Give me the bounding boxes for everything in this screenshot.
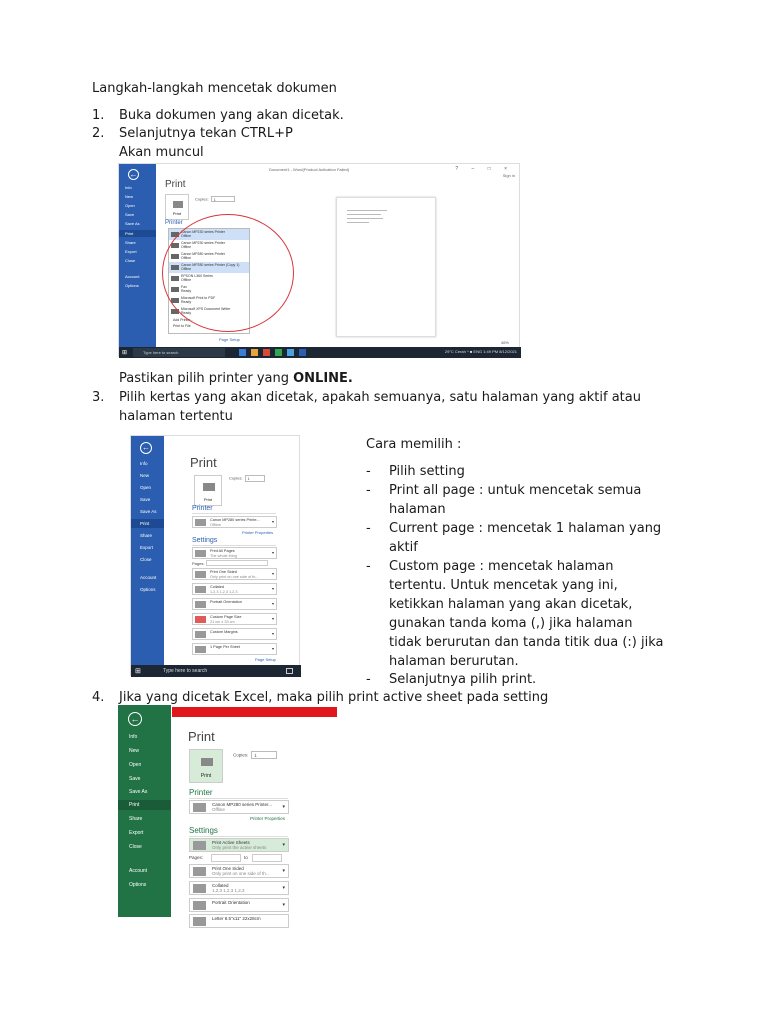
step-3-text: Pilih kertas yang akan dicetak, apakah semuanya, satu halaman yang aktif atau bbox=[119, 390, 641, 405]
chevron-down-icon: ▾ bbox=[271, 519, 274, 524]
portrait-icon bbox=[193, 901, 206, 910]
printer-option-status: Offline bbox=[181, 256, 192, 260]
zoom-level: 46% bbox=[500, 340, 509, 345]
printer-option-status: Offline bbox=[181, 267, 192, 271]
sidebar-item-save-as: Save As bbox=[129, 789, 148, 795]
backstage-sidebar bbox=[118, 705, 171, 917]
setting-sub: 1,2,3 1,2,3 1,2,3 bbox=[210, 589, 238, 594]
printer-option-status: Ready bbox=[181, 300, 192, 304]
copies-label: Copies: bbox=[229, 475, 243, 481]
pages-per-sheet-icon bbox=[195, 646, 206, 653]
settings-label: Settings bbox=[192, 537, 218, 544]
step-2-number: 2. bbox=[92, 126, 105, 141]
sidebar-item-options: Options bbox=[125, 283, 139, 288]
windows-taskbar bbox=[131, 665, 301, 677]
copies-input: 1 bbox=[251, 751, 277, 759]
backstage-sidebar bbox=[119, 164, 156, 347]
printer-label: Printer bbox=[189, 788, 213, 797]
printer-icon bbox=[203, 483, 215, 491]
cara-title: Cara memilih : bbox=[366, 437, 462, 452]
paper-size-dropdown bbox=[192, 613, 277, 625]
copies-label: Copies: bbox=[233, 752, 249, 758]
taskbar-app-icon bbox=[263, 349, 270, 356]
setting-sub: Only print on one side of th... bbox=[210, 574, 259, 579]
windows-taskbar bbox=[119, 347, 521, 358]
cara-item-3-line: Current page : mencetak 1 halaman yang bbox=[389, 521, 662, 536]
pages-to-input bbox=[252, 854, 282, 862]
chevron-down-icon: ▾ bbox=[282, 868, 285, 874]
divider bbox=[192, 545, 276, 546]
cara-bullet: - bbox=[366, 483, 371, 498]
pages-input bbox=[206, 560, 268, 566]
sidebar-item-account: Account bbox=[140, 575, 157, 580]
printer-dropdown bbox=[192, 516, 277, 528]
sidebar-item-info: Info bbox=[140, 461, 148, 466]
online-note-prefix: Pastikan pilih printer yang bbox=[119, 371, 294, 386]
printer-status: Offline bbox=[212, 807, 225, 812]
step-3-number: 3. bbox=[92, 390, 105, 405]
printer-label: Printer bbox=[165, 220, 183, 226]
setting-name: Print Active Sheets bbox=[212, 840, 250, 845]
sidebar-item-info: Info bbox=[125, 185, 132, 190]
taskbar-app-icon bbox=[251, 349, 258, 356]
copies-control bbox=[229, 475, 265, 482]
printer-option-name: EPSON L360 Series bbox=[181, 274, 213, 278]
print-button-label: Print bbox=[203, 497, 213, 502]
printer-properties-link: Printer Properties bbox=[242, 530, 274, 535]
print-button bbox=[194, 475, 222, 506]
print-button-label: Print bbox=[172, 211, 182, 216]
sheets-icon bbox=[193, 841, 206, 850]
windows-start-icon: ⊞ bbox=[122, 350, 128, 356]
setting-name: Print All Pages bbox=[210, 549, 235, 553]
printer-option-name: Fax bbox=[181, 285, 187, 289]
back-arrow-icon: ← bbox=[128, 712, 142, 726]
printer-option-status: Offline bbox=[181, 278, 192, 282]
setting-name: Collated bbox=[210, 585, 224, 589]
sidebar-item-save: Save bbox=[125, 212, 135, 217]
pages-label: Pages: bbox=[192, 561, 205, 566]
sidebar-item-print: Print bbox=[125, 231, 134, 236]
chevron-down-icon: ▾ bbox=[271, 550, 274, 555]
preview-text-line bbox=[347, 210, 387, 211]
online-note bbox=[119, 370, 353, 388]
printer-name: Canon MP280 series Printer... bbox=[212, 802, 273, 807]
backstage-sidebar bbox=[131, 436, 164, 665]
one-sided-icon bbox=[195, 571, 206, 578]
red-highlight-bar bbox=[172, 707, 337, 717]
sidebar-item-export: Export bbox=[125, 249, 137, 254]
red-highlight-circle bbox=[162, 214, 294, 332]
setting-name: Collated bbox=[212, 883, 229, 888]
print-what-dropdown bbox=[189, 838, 289, 852]
setting-sub: 21 cm x 33 cm bbox=[210, 619, 235, 624]
sidebar-item-account: Account bbox=[129, 868, 148, 874]
sidebar-item-save: Save bbox=[129, 776, 141, 782]
cara-item-3-line: aktif bbox=[389, 540, 418, 555]
collated-icon bbox=[195, 586, 206, 593]
sidebar-item-close: Close bbox=[125, 258, 136, 263]
cara-item-4-line: ketikkan halaman yang akan dicetak, bbox=[389, 597, 633, 612]
sidebar-item-info: Info bbox=[129, 734, 138, 740]
setting-name: Custom Margins bbox=[210, 630, 238, 634]
preview-text-line bbox=[347, 214, 381, 215]
chevron-down-icon: ▾ bbox=[271, 646, 274, 651]
printer-label: Printer bbox=[192, 505, 213, 512]
printer-option-name: Canon MP280 series Printer (Copy 1) bbox=[181, 263, 240, 267]
step-2-text: Selanjutnya tekan CTRL+P bbox=[119, 126, 293, 141]
print-to-file-option: Print to File bbox=[173, 324, 191, 328]
cara-item-1: Pilih setting bbox=[389, 464, 465, 479]
sidebar-item-print: Print bbox=[140, 521, 150, 526]
window-buttons: ? – □ × bbox=[455, 166, 513, 172]
copies-control bbox=[195, 196, 235, 202]
back-arrow-icon: ← bbox=[142, 443, 150, 452]
sidebar-item-options: Options bbox=[129, 882, 147, 888]
sidebar-item-new: New bbox=[140, 473, 150, 478]
online-note-bold: ONLINE. bbox=[293, 371, 353, 386]
pages-per-sheet-dropdown bbox=[192, 643, 277, 655]
one-sided-icon bbox=[193, 867, 206, 876]
setting-sub: 1,2,3 1,2,3 1,2,3 bbox=[212, 888, 245, 893]
sidebar-item-open: Open bbox=[129, 762, 142, 768]
copies-input: 1 bbox=[245, 475, 265, 482]
collation-dropdown bbox=[189, 881, 289, 895]
cara-item-2-line: Print all page : untuk mencetak semua bbox=[389, 483, 642, 498]
sidebar-item-close: Close bbox=[129, 844, 142, 850]
signin-link: Sign in bbox=[502, 173, 515, 178]
printer-icon bbox=[201, 758, 213, 766]
step-4-number: 4. bbox=[92, 690, 105, 705]
excel-print-screenshot bbox=[118, 705, 290, 921]
chevron-down-icon: ▾ bbox=[282, 885, 285, 891]
copies-control bbox=[233, 751, 277, 759]
page-setup-link: Page Setup bbox=[255, 657, 276, 662]
word-print-screenshot bbox=[118, 163, 520, 357]
sidebar-item-new: New bbox=[125, 194, 134, 199]
taskbar-search: Type here to search bbox=[133, 348, 225, 357]
portrait-icon bbox=[195, 601, 206, 608]
margins-dropdown bbox=[192, 628, 277, 640]
step-2-text-cont: Akan muncul bbox=[119, 145, 204, 160]
cara-bullet: - bbox=[366, 559, 371, 574]
pages-to-label: to bbox=[244, 855, 248, 860]
sidebar-item-new: New bbox=[129, 748, 140, 754]
copies-label: Copies: bbox=[195, 196, 209, 202]
cara-item-4-line: halaman berurutan. bbox=[389, 654, 519, 669]
chevron-down-icon: ▾ bbox=[282, 804, 285, 810]
sidebar-item-share: Share bbox=[129, 816, 143, 822]
cara-bullet: - bbox=[366, 521, 371, 536]
pages-label: Pages: bbox=[189, 855, 204, 860]
setting-name: Portrait Orientation bbox=[212, 900, 250, 905]
divider bbox=[189, 836, 288, 837]
divider bbox=[192, 513, 276, 514]
print-button-label: Print bbox=[200, 773, 212, 779]
printer-icon bbox=[195, 519, 206, 526]
cara-item-4-line: tertentu. Untuk mencetak yang ini, bbox=[389, 578, 618, 593]
printer-option-status: Ready bbox=[181, 289, 192, 293]
cara-bullet: - bbox=[366, 464, 371, 479]
pages-icon bbox=[195, 550, 206, 557]
sidebar-item-open: Open bbox=[125, 203, 135, 208]
setting-name: Print One Sided bbox=[210, 570, 237, 574]
setting-sub: The whole thing bbox=[210, 553, 237, 558]
sidebar-item-export: Export bbox=[129, 830, 144, 836]
back-arrow-icon: ← bbox=[129, 170, 138, 179]
chevron-down-icon: ▾ bbox=[271, 601, 274, 606]
setting-name: Portrait Orientation bbox=[210, 600, 242, 604]
add-printer-link: Add Printer... bbox=[173, 318, 194, 322]
settings-label: Settings bbox=[189, 826, 218, 835]
page-size-icon bbox=[195, 616, 206, 623]
cara-item-5: Selanjutnya pilih print. bbox=[389, 672, 537, 687]
printer-name: Canon MP280 series Printe... bbox=[210, 518, 260, 522]
taskbar-app-icon bbox=[287, 349, 294, 356]
document-heading: Langkah-langkah mencetak dokumen bbox=[92, 81, 337, 96]
sidebar-item-share: Share bbox=[140, 533, 153, 538]
copies-input: 1 bbox=[211, 196, 235, 202]
orientation-dropdown bbox=[189, 898, 289, 912]
print-preview-page bbox=[336, 197, 436, 337]
print-title: Print bbox=[165, 179, 186, 190]
margins-icon bbox=[195, 631, 206, 638]
print-button bbox=[189, 749, 223, 783]
sidebar-item-account: Account bbox=[125, 274, 140, 279]
taskbar-app-icon bbox=[239, 349, 246, 356]
chevron-down-icon: ▾ bbox=[271, 631, 274, 636]
chevron-down-icon: ▾ bbox=[282, 902, 285, 908]
setting-sub: Only print on one side of th... bbox=[212, 871, 270, 876]
page-size-icon bbox=[193, 917, 206, 926]
printer-option-status: Offline bbox=[181, 245, 192, 249]
printer-properties-link: Printer Properties bbox=[250, 816, 286, 821]
taskbar-word-icon bbox=[299, 349, 306, 356]
printer-option-status: Ready bbox=[181, 311, 192, 315]
cara-bullet: - bbox=[366, 672, 371, 687]
printer-option-name: Canon MP280 series Printer bbox=[181, 252, 225, 256]
printer-option-status: Offline bbox=[181, 234, 192, 238]
printer-option-name: Microsoft Print to PDF bbox=[181, 296, 216, 300]
taskbar-search: Type here to search bbox=[151, 666, 261, 676]
paper-size-dropdown bbox=[189, 914, 289, 928]
windows-start-icon: ⊞ bbox=[135, 668, 141, 675]
printer-dropdown bbox=[189, 800, 289, 814]
printer-option-name: Canon MP230 series Printer bbox=[181, 230, 225, 234]
sides-dropdown bbox=[189, 864, 289, 878]
setting-name: Letter 8.5"x11" 22x28cm bbox=[212, 916, 261, 921]
orientation-dropdown bbox=[192, 598, 277, 610]
word-print-settings-screenshot bbox=[130, 435, 300, 676]
preview-text-line bbox=[347, 222, 369, 223]
print-title: Print bbox=[188, 729, 215, 744]
taskview-icon bbox=[286, 668, 293, 674]
setting-name: 1 Page Per Sheet bbox=[210, 645, 240, 649]
printer-status: Offline bbox=[210, 522, 221, 527]
sidebar-item-options: Options bbox=[140, 587, 156, 592]
step-4-text: Jika yang dicetak Excel, maka pilih print active sheet pada setting bbox=[119, 690, 549, 705]
chevron-down-icon: ▾ bbox=[271, 616, 274, 621]
step-1-text: Buka dokumen yang akan dicetak. bbox=[119, 108, 344, 123]
cara-item-4-line: Custom page : mencetak halaman bbox=[389, 559, 614, 574]
sidebar-item-close: Close bbox=[140, 557, 152, 562]
sidebar-selection-highlight bbox=[118, 800, 171, 810]
sidebar-item-save: Save bbox=[140, 497, 151, 502]
sidebar-item-open: Open bbox=[140, 485, 152, 490]
print-title: Print bbox=[190, 455, 217, 470]
cara-item-4-line: gunakan tanda koma (,) jika halaman bbox=[389, 616, 633, 631]
chevron-down-icon: ▾ bbox=[271, 571, 274, 576]
cara-item-2-line: halaman bbox=[389, 502, 446, 517]
chevron-down-icon: ▾ bbox=[282, 842, 285, 848]
preview-text-line bbox=[347, 218, 383, 219]
sidebar-item-save-as: Save As bbox=[125, 221, 140, 226]
collated-icon bbox=[193, 884, 206, 893]
sidebar-item-save-as: Save As bbox=[140, 509, 157, 514]
step-3-text-cont: halaman tertentu bbox=[119, 409, 233, 424]
chevron-down-icon: ▾ bbox=[271, 586, 274, 591]
printer-option-name: Microsoft XPS Document Writer bbox=[181, 307, 231, 311]
printer-icon bbox=[193, 803, 206, 812]
print-button bbox=[165, 194, 189, 220]
setting-name: Print One Sided bbox=[212, 866, 244, 871]
sidebar-item-print: Print bbox=[129, 802, 140, 808]
pages-from-input bbox=[211, 854, 241, 862]
collation-dropdown bbox=[192, 583, 277, 595]
sidebar-item-share: Share bbox=[125, 240, 136, 245]
setting-sub: Only print the active sheets bbox=[212, 845, 267, 850]
divider bbox=[189, 798, 288, 799]
printer-icon bbox=[173, 201, 183, 208]
step-1-number: 1. bbox=[92, 108, 105, 123]
system-tray: 29°C Cerah ^ ■ ENG 1:49 PM 8/12/2021 bbox=[444, 349, 517, 354]
taskbar-app-icon bbox=[275, 349, 282, 356]
page-setup-link: Page Setup bbox=[219, 337, 240, 342]
print-range-dropdown bbox=[192, 547, 277, 559]
setting-name: Custom Page Size bbox=[210, 615, 242, 619]
sidebar-item-export: Export bbox=[140, 545, 154, 550]
sides-dropdown bbox=[192, 568, 277, 580]
printer-option-name: Canon MP230 series Printer bbox=[181, 241, 225, 245]
cara-item-4-line: tidak berurutan dan tanda titik dua (:) jika bbox=[389, 635, 664, 650]
window-title: Document1 - Word(Product Activation Failed) bbox=[269, 167, 350, 172]
